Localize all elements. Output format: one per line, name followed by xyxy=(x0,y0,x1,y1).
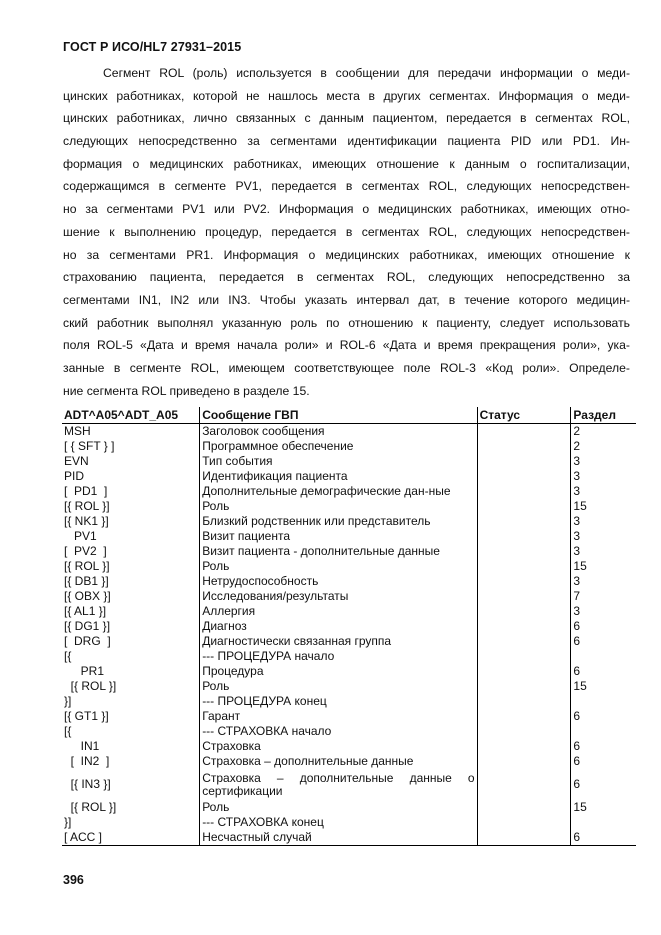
section-cell: 6 xyxy=(571,769,636,800)
status-cell xyxy=(477,754,571,769)
table-row xyxy=(62,634,636,649)
description-cell xyxy=(200,709,477,724)
description-cell xyxy=(200,544,477,559)
description-text: Страховка xyxy=(202,739,261,753)
status-cell xyxy=(477,559,571,574)
description-text: Процедура xyxy=(202,664,264,678)
description-cell xyxy=(200,499,477,514)
section-cell xyxy=(571,694,636,709)
section-cell: 15 xyxy=(571,499,636,514)
section-cell: 6 xyxy=(571,619,636,634)
section-cell: 15 xyxy=(571,679,636,694)
description-text: Визит пациента xyxy=(202,529,291,543)
status-cell xyxy=(477,529,571,544)
segment-cell: PID xyxy=(64,469,85,483)
description-cell xyxy=(200,439,477,454)
description-cell xyxy=(200,754,477,769)
status-cell xyxy=(477,724,571,739)
description-cell xyxy=(200,679,477,694)
section-cell: 6 xyxy=(571,754,636,769)
description-text: Дополнительные демографические дан-ные xyxy=(202,484,451,498)
description-text: --- СТРАХОВКА конец xyxy=(202,815,324,829)
table-row xyxy=(62,589,636,604)
description-text: Визит пациента - дополнительные данные xyxy=(202,544,440,558)
description-text: Роль xyxy=(202,800,230,814)
segment-cell: [{ IN3 }] xyxy=(64,777,111,791)
segment-cell: [ { SFT } ] xyxy=(64,439,115,453)
segment-cell: [ ACC ] xyxy=(62,830,200,846)
description-cell xyxy=(200,484,477,499)
status-cell xyxy=(477,664,571,679)
section-cell: 3 xyxy=(571,604,636,619)
paragraph-line: формация о медицинских работниках, имеющих отношение к данным о госпитализации, xyxy=(63,156,630,171)
table-row xyxy=(62,559,636,574)
section-cell xyxy=(571,815,636,830)
status-cell xyxy=(477,544,571,559)
section-cell: 3 xyxy=(571,514,636,529)
description-cell xyxy=(200,800,477,815)
paragraph-line: страхованию пациента, передается в сегментах ROL, следующих непосредственно за xyxy=(63,270,630,285)
description-text: Заголовок сообщения xyxy=(202,424,325,438)
segment-cell: [{ ROL }] xyxy=(64,499,110,513)
paragraph-line: цинских работниках, лично связанных с данным пациентом, передается в сегментах ROL, xyxy=(63,111,630,126)
table-row xyxy=(62,544,636,559)
table-row xyxy=(62,649,636,664)
column-header-description: Сообщение ГВП xyxy=(200,407,477,424)
table-row xyxy=(62,514,636,529)
segment-cell: [{ DG1 }] xyxy=(64,619,111,633)
segment-cell: [{ ROL }] xyxy=(64,559,110,573)
table-row xyxy=(62,499,636,514)
section-cell: 6 xyxy=(571,709,636,724)
segment-cell: [{ NK1 }] xyxy=(64,514,109,528)
message-structure-table xyxy=(62,407,636,846)
status-cell xyxy=(477,424,571,440)
description-text: Нетрудоспособность xyxy=(202,574,319,588)
description-cell xyxy=(200,634,477,649)
description-cell xyxy=(200,559,477,574)
status-cell xyxy=(477,574,571,589)
segment-cell: [ PD1 ] xyxy=(64,484,108,498)
description-text: --- ПРОЦЕДУРА начало xyxy=(202,649,335,663)
description-cell xyxy=(200,815,477,830)
status-cell xyxy=(477,604,571,619)
paragraph-line: занные в сегменте ROL, имеющем соответствующее поле ROL-3 «Код роли». Определе- xyxy=(63,360,630,375)
section-cell: 15 xyxy=(571,800,636,815)
description-text: Несчастный случай xyxy=(202,830,312,844)
description-text: Программное обеспечение xyxy=(202,439,354,453)
section-cell xyxy=(571,649,636,664)
section-cell: 3 xyxy=(571,454,636,469)
section-cell: 6 xyxy=(571,634,636,649)
status-cell xyxy=(477,649,571,664)
section-cell: 2 xyxy=(571,424,636,440)
section-cell: 3 xyxy=(571,574,636,589)
table-row xyxy=(62,454,636,469)
status-cell xyxy=(477,830,571,846)
segment-cell: IN1 xyxy=(64,739,100,753)
description-cell xyxy=(200,574,477,589)
description-cell xyxy=(200,739,477,754)
table-row xyxy=(62,469,636,484)
column-header-status: Статус xyxy=(477,407,571,424)
table-row xyxy=(62,724,636,739)
description-text: Страховка – дополнительные данные о сертификации xyxy=(202,770,475,798)
status-cell xyxy=(477,769,571,800)
table-row xyxy=(62,815,636,830)
status-cell xyxy=(477,589,571,604)
table-row xyxy=(62,484,636,499)
description-text: Роль xyxy=(202,559,230,573)
segment-cell: EVN xyxy=(64,454,89,468)
table-row xyxy=(62,439,636,454)
description-text: Роль xyxy=(202,679,230,693)
column-header-section: Раздел xyxy=(571,407,636,424)
segment-cell: [{ GT1 }] xyxy=(64,709,109,723)
segment-cell: [{ DB1 }] xyxy=(64,574,109,588)
paragraph-line: но за сегментами PV1 или PV2. Информация о медицинских работниках, имеющих отно- xyxy=(63,202,630,217)
description-cell xyxy=(200,769,477,800)
segment-cell: [{ xyxy=(64,649,72,663)
segment-cell: [{ OBX }] xyxy=(64,589,111,603)
segment-cell: PV1 xyxy=(64,529,97,543)
paragraph-line: ский работник выполнял указанную роль по отношению к пациенту, следует использовать xyxy=(63,315,630,330)
paragraph-line: но за сегментами PR1. Информация о медицинских работниках, имеющих отношение к xyxy=(63,247,630,262)
section-cell: 15 xyxy=(571,559,636,574)
description-text: Идентификация пациента xyxy=(202,469,348,483)
description-text: --- СТРАХОВКА начало xyxy=(202,724,332,738)
section-cell xyxy=(571,724,636,739)
section-cell: 3 xyxy=(571,544,636,559)
status-cell xyxy=(477,439,571,454)
description-cell xyxy=(200,454,477,469)
section-cell: 6 xyxy=(571,830,636,846)
table-row xyxy=(62,679,636,694)
table-row xyxy=(62,604,636,619)
table-row xyxy=(62,424,636,440)
segment-cell: }] xyxy=(64,815,72,829)
paragraph-line: шение к выполнению процедур, передается в сегментах ROL, следующих непосредствен- xyxy=(63,224,630,239)
table-row xyxy=(62,694,636,709)
description-cell xyxy=(200,694,477,709)
table-row xyxy=(62,664,636,679)
status-cell xyxy=(477,815,571,830)
status-cell xyxy=(477,800,571,815)
segment-cell: [ PV2 ] xyxy=(64,544,107,558)
section-cell: 6 xyxy=(571,739,636,754)
section-cell: 3 xyxy=(571,484,636,499)
table-row xyxy=(62,769,636,800)
description-cell xyxy=(200,604,477,619)
description-cell xyxy=(200,529,477,544)
description-text: Страховка – дополнительные данные xyxy=(202,754,414,768)
section-cell: 7 xyxy=(571,589,636,604)
segment-cell: [{ ROL }] xyxy=(64,679,117,693)
description-text: Тип события xyxy=(202,454,273,468)
description-cell xyxy=(200,514,477,529)
status-cell xyxy=(477,679,571,694)
description-cell xyxy=(200,664,477,679)
status-cell xyxy=(477,514,571,529)
status-cell xyxy=(477,484,571,499)
section-cell: 3 xyxy=(571,529,636,544)
table-row xyxy=(62,754,636,769)
paragraph-line: содержащимся в сегменте PV1, передается в сегментах ROL, следующих непосредствен- xyxy=(63,179,630,194)
description-text: Аллергия xyxy=(202,604,256,618)
description-text: --- ПРОЦЕДУРА конец xyxy=(202,694,327,708)
table-row xyxy=(62,830,636,846)
status-cell xyxy=(477,469,571,484)
paragraph-line: Сегмент ROL (роль) используется в сообщении для передачи информации о меди- xyxy=(103,66,630,80)
status-cell xyxy=(477,619,571,634)
segment-cell: [{ ROL }] xyxy=(64,800,117,814)
status-cell xyxy=(477,634,571,649)
description-text: Роль xyxy=(202,499,230,513)
segment-cell: PR1 xyxy=(64,664,105,678)
table-row xyxy=(62,529,636,544)
description-cell xyxy=(200,649,477,664)
description-cell xyxy=(200,589,477,604)
segment-cell: }] xyxy=(64,694,72,708)
body-paragraph xyxy=(63,62,630,402)
table-row xyxy=(62,800,636,815)
segment-cell: [{ xyxy=(64,724,72,738)
paragraph-line: ние сегмента ROL приведено в разделе 15. xyxy=(63,383,310,398)
status-cell xyxy=(477,499,571,514)
description-cell xyxy=(200,424,477,440)
status-cell xyxy=(477,454,571,469)
table-row xyxy=(62,739,636,754)
paragraph-line: следующих непосредственно за сегментами идентификации пациента PID или PD1. Ин- xyxy=(63,134,630,149)
paragraph-line: цинских работниках, которой не нашлось места в других сегментах. Информация о меди- xyxy=(63,88,630,103)
section-cell: 3 xyxy=(571,469,636,484)
table-row xyxy=(62,574,636,589)
description-text: Исследования/результаты xyxy=(202,589,349,603)
table-row xyxy=(62,709,636,724)
description-cell xyxy=(200,619,477,634)
status-cell xyxy=(477,694,571,709)
description-cell xyxy=(200,830,477,846)
section-cell: 6 xyxy=(571,664,636,679)
document-header: ГОСТ Р ИСО/HL7 27931–2015 xyxy=(63,40,242,54)
section-cell: 2 xyxy=(571,439,636,454)
segment-cell: MSH xyxy=(64,424,91,438)
table-header-row xyxy=(62,407,636,424)
segment-cell: [ IN2 ] xyxy=(64,754,110,768)
segment-cell: [{ AL1 }] xyxy=(64,604,107,618)
page-number: 396 xyxy=(63,873,84,887)
paragraph-line: сегментами IN1, IN2 или IN3. Чтобы указать интервал дат, в течение которого медицин- xyxy=(63,292,630,307)
status-cell xyxy=(477,739,571,754)
description-cell xyxy=(200,469,477,484)
description-text: Близкий родственник или представитель xyxy=(202,514,431,528)
description-cell xyxy=(200,724,477,739)
paragraph-line: поля ROL-5 «Дата и время начала роли» и ROL-6 «Дата и время прекращения роли», ука- xyxy=(63,338,630,353)
description-text: Гарант xyxy=(202,709,241,723)
table-row xyxy=(62,619,636,634)
description-text: Диагноз xyxy=(202,619,247,633)
column-header-message: ADT^A05^ADT_A05 xyxy=(62,407,200,424)
description-text: Диагностически связанная группа xyxy=(202,634,392,648)
status-cell xyxy=(477,709,571,724)
segment-cell: [ DRG ] xyxy=(64,634,111,648)
